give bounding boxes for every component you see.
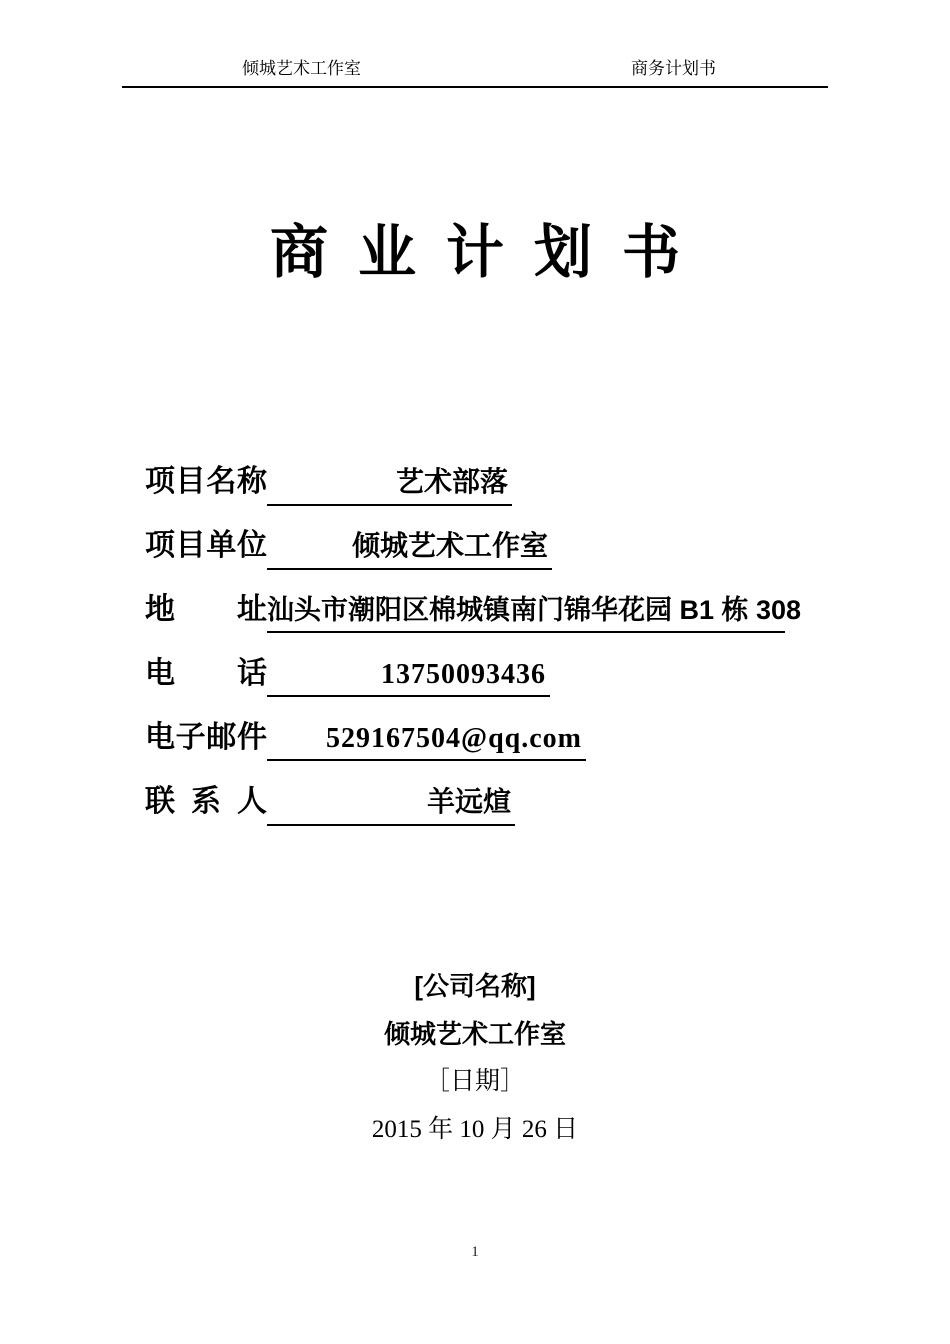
form-value: 13750093436	[267, 659, 550, 697]
document-title: 商业计划书	[269, 220, 710, 285]
page-header	[122, 58, 828, 88]
company-date-block	[0, 966, 950, 1158]
header-right-text: 商务计划书	[631, 59, 716, 78]
header-left-text: 倾城艺术工作室	[242, 59, 361, 78]
form-value: 倾城艺术工作室	[267, 524, 552, 570]
form-value: 汕头市潮阳区棉城镇南门锦华花园 B1 栋 308	[267, 588, 785, 633]
form-value: 艺术部落	[267, 460, 512, 506]
form-row-address	[145, 584, 802, 633]
date-value-text: 2015 年 10 月 26 日	[371, 1116, 579, 1143]
form-row-phone	[145, 648, 550, 697]
form-label: 联系人	[145, 785, 267, 818]
form-label: 电话	[145, 657, 267, 690]
form-row-contact-person	[145, 776, 515, 826]
form-value: 529167504@qq.com	[267, 723, 586, 761]
date-label-placeholder: ［日期］	[424, 1068, 525, 1095]
form-row-project-name	[145, 456, 512, 506]
company-label-placeholder: [公司名称]	[414, 971, 536, 1001]
form-label: 地址	[145, 593, 267, 626]
form-label: 项目单位	[145, 529, 267, 562]
form-value: 羊远煊	[267, 780, 515, 826]
form-label: 电子邮件	[145, 721, 267, 754]
company-name-text: 倾城艺术工作室	[383, 1019, 566, 1049]
page-number: 1	[471, 1244, 479, 1260]
form-row-email	[145, 712, 586, 761]
form-row-project-unit	[145, 520, 552, 570]
form-label: 项目名称	[145, 465, 267, 498]
